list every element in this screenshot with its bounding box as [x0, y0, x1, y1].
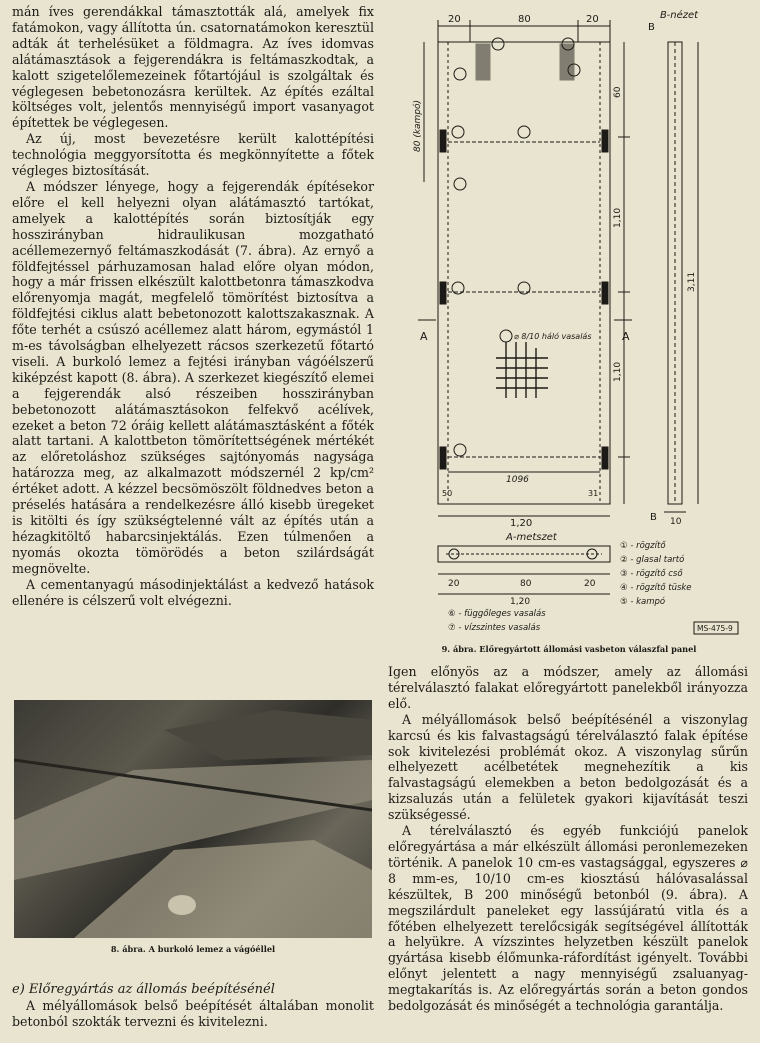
panel-drawing	[388, 2, 750, 642]
left-bottom-text	[12, 982, 374, 1030]
paragraph: A térelválasztó és egyéb funkciójú panelok előregyártása a már elkészült állomási peronlemezeken történik. A panelok 10 cm-es vastagsággal, egyszeres ⌀ 8 mm-es, 10/10 cm-es kiosztású hálóvasalással készültek, B 200 minőségű betonból (9. ábra). A megszilárdult paneleket egy lassújáratú vitla és a főtében elhelyezett terelőcsigák segítségével állították a helyükre. A vízszintes helyzetben készült panelok gyártása kisebb élőmunka-ráfordítást igényelt. További előnyt jelentett a nagy mennyiségű zsaluanyag-megtakarítás is. Az előregyártás során a beton gondos bedolgozását és minőségét a technológia garantálja.	[388, 823, 748, 1014]
legend-6: ⑥ - függőleges vasalás	[448, 609, 546, 619]
paragraph: A cementanyagú másodinjektálást a kedvező hatások ellenére is célszerű volt elvégezni.	[12, 576, 374, 608]
figure-9-drawing	[388, 2, 750, 642]
dim-bottom-1: 20	[448, 579, 460, 589]
dim-top-1: 20	[448, 14, 461, 25]
dim-width-120: 1,20	[510, 518, 533, 529]
dim-31: 31	[588, 489, 599, 498]
paragraph: Az új, most bevezetésre került kalottépítési technológia meggyorsította és megkönnyítette a főtek végleges biztosítását.	[12, 131, 374, 179]
dim-right-311: 3,11	[687, 271, 697, 292]
dim-right-60: 60	[613, 86, 623, 98]
paragraph: mán íves gerendákkal támasztották alá, amelyek fix fatámokon, vagy állította ún. csatornatámokon keresztül adták át terhelésüket a földmagra. Az íves idomvas alátámasztások a fejgerendákra is feltámaszkodtak, a kalott szigetelőlemezeinek főtartójául is szolgáltak és véglegesen bebetonozásra kerültek. Az építés ezáltal költséges volt, jelentős mennyiségű import vasanyagot építettek be véglegesen.	[12, 4, 374, 131]
legend-1: ① - rögzítő	[620, 541, 666, 551]
dim-10: 10	[670, 517, 682, 527]
section-a-label: A-metszet	[506, 532, 557, 543]
dim-top-2: 80	[518, 14, 531, 25]
b-view-label: B-nézet	[660, 10, 699, 21]
legend-3: ③ - rögzítő cső	[620, 569, 683, 579]
dim-right-110a: 1,10	[613, 207, 623, 228]
b-letter-top: B	[648, 22, 655, 33]
dim-bottom-3: 20	[584, 579, 596, 589]
figure-9-caption: 9. ábra. Előregyártott állomási vasbeton válaszfal panel	[441, 644, 697, 654]
section-a-right: A	[622, 330, 630, 343]
paragraph: A módszer lényege, hogy a fejgerendák építésekor előre el kell helyezni olyan alátámasztó tartókat, amelyek a kalottépítés során biztosítják egy hosszirányban hidraulikusan mozgatható acéllemezernyő feltámaszkodását (7. ábra). Az ernyő a földfejtéssel párhuzamosan halad előre olyan módon, hogy a már frissen elkészült kalottbetonra támaszkodva előrenyomja magát, megfelelő tömörítést biztosítva a földfejtési ciklus alatt bebetonozott kalottszakasznak. A főte terhét a csúszó acéllemez alatt három, egymástól 1 m-es távolságban elhelyezett rácsos szerkezetű főtartó viseli. A burkoló lemez a fejtési irányban vágóélszerű kiképzést kapott (8. ábra). A szerkezet kiegészítő elemei a fejgerendák alsó részeiben hosszirányban bebetonozott alátámasztásokon felfekvő acélívek, ezeket a beton 72 óráig kellett alátámasztásként a főték alatt tartani. A kalottbeton tömörítettségének mértékét az előretoláshoz szükséges sajtónyomás nagysága határozza meg, az alkalmazott módszernél 2 kp/cm² értéket adott. A kézzel becsömöszölt földnedves beton a préselés hatására a rendelkezésre álló kisebb üregeket is kitölti és így szükségtelenné vált az építés után a hézagkitöltő habarcsinjektálás. Ezen túlmenően a nyomás okozta tömörödés a beton szilárdságát megnövelte.	[12, 178, 374, 576]
dim-left-kampo: 80 (kampó)	[413, 99, 423, 152]
paragraph: A mélyállomások belső beépítését általában monolit betonból szokták tervezni és kivitelezni.	[12, 997, 374, 1029]
ref-code: MS-475-9	[697, 624, 733, 633]
dim-top-3: 20	[586, 14, 599, 25]
legend-5: ⑤ - kampó	[620, 597, 666, 607]
dim-right-110b: 1,10	[613, 361, 623, 382]
figure-8-photo	[14, 700, 372, 938]
photo-illustration	[14, 700, 372, 938]
section-title: e) Előregyártás az állomás beépítésénél	[12, 982, 275, 997]
rebar-note: ⌀ 8/10 háló vasalás	[514, 332, 592, 341]
right-column-text	[388, 664, 748, 1014]
dim-1096: 1096	[506, 475, 529, 485]
legend-2: ② - glasal tartó	[620, 555, 685, 565]
dim-50: 50	[442, 489, 453, 498]
section-a-left: A	[420, 330, 428, 343]
paragraph: A mélyállomások belső beépítésénél a viszonylag karcsú és kis falvastagságú térelválasztó falak építése sok kivitelezési problémát okoz. A viszonylag sűrűn elhelyezett acélbetétek megnehezítik a kis falvastagságú elemekben a beton bedolgozását és a kizsaluzás után a felületek gyakori kijavítását teszi szükségessé.	[388, 711, 748, 823]
legend-7: ⑦ - vízszintes vasalás	[448, 623, 541, 633]
left-column-text	[12, 4, 374, 608]
dim-bottom-2: 80	[520, 579, 532, 589]
dim-width-120-b: 1,20	[510, 597, 531, 607]
legend-4: ④ - rögzítő tüske	[620, 583, 692, 593]
figure-8-caption: 8. ábra. A burkoló lemez a vágóéllel	[110, 944, 276, 954]
paragraph: Igen előnyös az a módszer, amely az állomási térelválasztó falakat előregyártott panelekből irányozza elő.	[388, 664, 748, 711]
b-letter-bottom: B	[650, 512, 657, 523]
